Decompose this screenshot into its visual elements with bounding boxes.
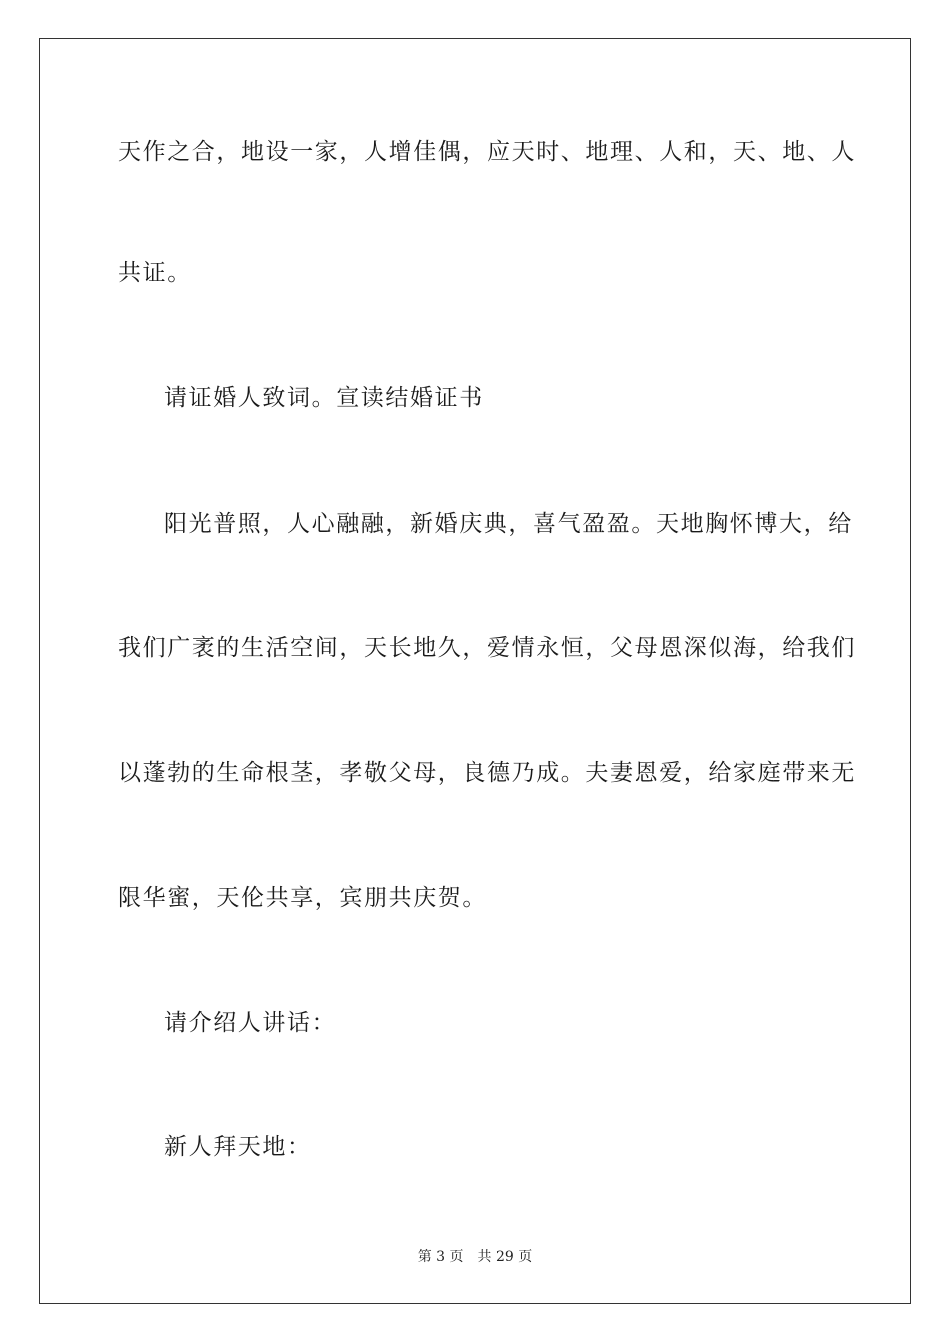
page-total: 共 29 页 [477,1249,533,1265]
paragraph-line: 新人拜天地： [164,1134,312,1160]
paragraph-line: 限华蜜，天伦共享，宾朋共庆贺。 [118,885,487,911]
paragraph-line: 请介绍人讲话： [164,1010,337,1036]
paragraph-line: 天作之合，地设一家，人增佳偶，应天时、地理、人和，天、地、人 [118,139,856,165]
page-border [39,38,911,1304]
paragraph-line: 我们广袤的生活空间，天长地久，爱情永恒，父母恩深似海，给我们 [118,635,856,661]
paragraph-line: 阳光普照，人心融融，新婚庆典，喜气盈盈。天地胸怀博大，给 [164,511,853,537]
page-footer [0,1247,950,1267]
page-number: 第 3 页 [417,1249,464,1265]
paragraph-line: 以蓬勃的生命根茎，孝敬父母，良德乃成。夫妻恩爱，给家庭带来无 [118,760,856,786]
paragraph-line: 共证。 [118,260,192,286]
paragraph-line: 请证婚人致词。宣读结婚证书 [164,385,484,411]
